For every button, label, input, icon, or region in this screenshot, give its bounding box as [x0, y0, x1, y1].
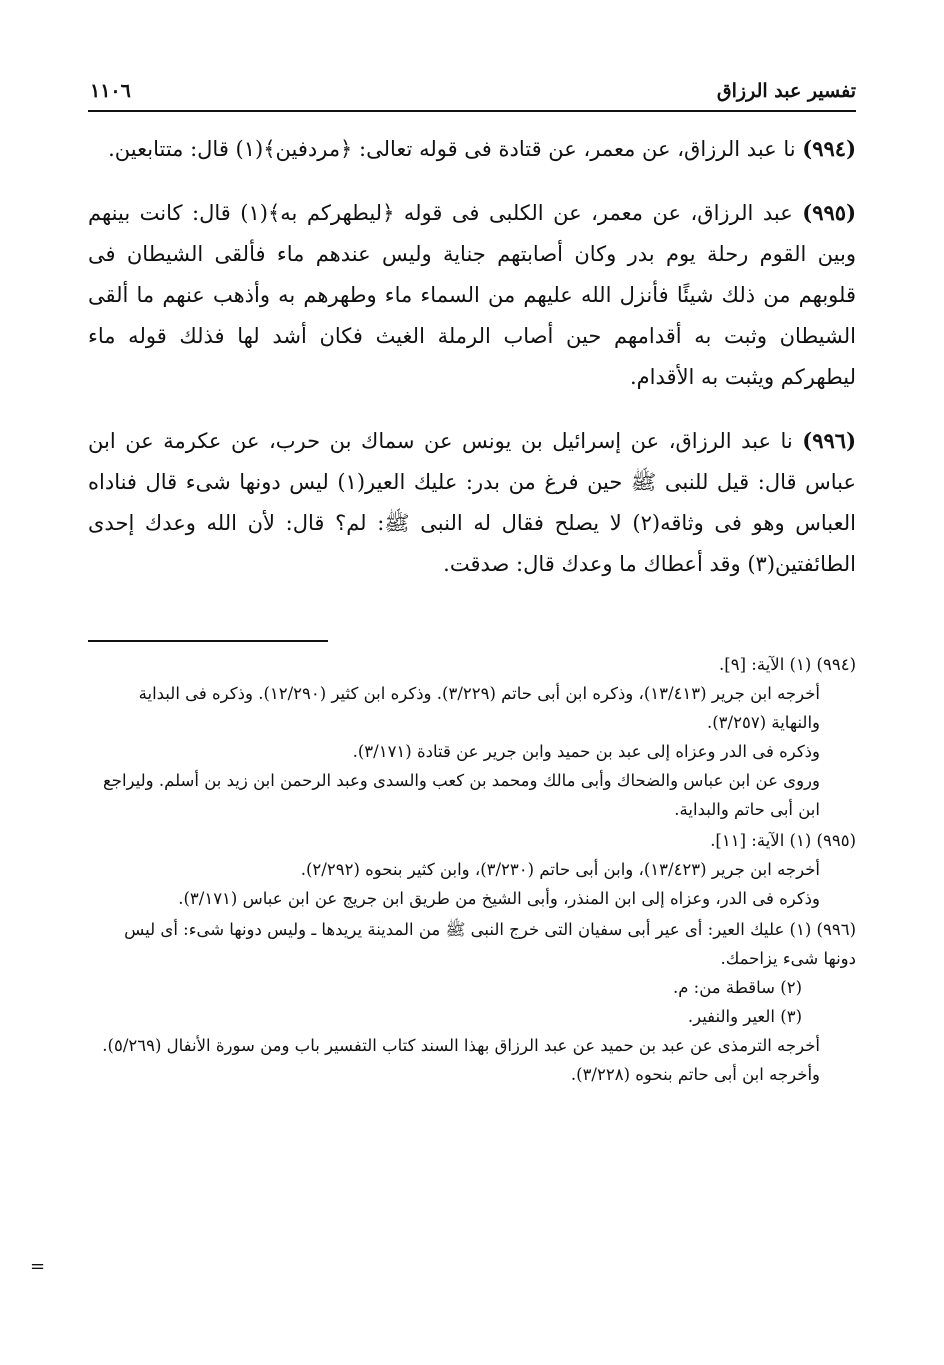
footnote-subnote: (٣) العير والنفير.: [687, 1007, 802, 1026]
page-number: ١١٠٦: [90, 80, 131, 102]
footnote-line: أخرجه الترمذى عن عبد بن حميد عن عبد الرزاق بهذا السند كتاب التفسير باب ومن سورة الأنفال (٥/٢٦٩).: [102, 1036, 820, 1055]
footnote-head: (٩٩٥) (١) الآية: [١١].: [710, 831, 856, 850]
footnote-line: وذكره فى الدر، وعزاه إلى ابن المنذر، وأبى الشيخ من طريق ابن جريج عن ابن عباس (٣/١٧١).: [178, 889, 820, 908]
paragraph-995: [88, 192, 856, 398]
hadith-number: (٩٩٦): [802, 428, 856, 453]
paragraph-text: عبد الرزاق، عن معمر، عن الكلبى فى قوله ﴿ليطهركم به﴾(١) قال: كانت بينهم وبين القوم رحلة يوم بدر وكان أصابتهم جناية وليس عندهم ماء فألقى الشيطان فى قلوبهم من ذلك شيئًا فأنزل الله عليهم من السماء ماء وطهرهم به وأذهب عنهم ما ألقى الشيطان وثبت به أقدامهم حين أصاب الرملة الغيث فكان أشد لها فذلك قوله ماء ليطهركم ويثبت به الأقدام.: [88, 201, 857, 389]
footnote-line: وذكره فى الدر وعزاه إلى عبد بن حميد وابن جرير عن قتادة (٣/١٧١).: [352, 742, 820, 761]
footnote-head: (٩٩٦) (١) عليك العير: أى عير أبى سفيان التى خرج النبى ﷺ من المدينة يريدها ـ وليس دونها شىء: أى ليس دونها شىء يزاحمك.: [124, 920, 856, 968]
paragraph-text: نا عبد الرزاق، عن معمر، عن قتادة فى قوله تعالى: ﴿مردفين﴾(١) قال: متتابعين.: [108, 137, 803, 161]
footnote-line: وروى عن ابن عباس والضحاك وأبى مالك ومحمد بن كعب والسدى وعبد الرحمن ابن زيد بن أسلم. وليراجع ابن أبى حاتم والبداية.: [102, 771, 820, 819]
continuation-mark: =: [30, 1256, 46, 1277]
paragraph-996: [88, 420, 856, 585]
footnote-head: (٩٩٤) (١) الآية: [٩].: [719, 655, 856, 674]
footnote-subnote: (٢) ساقطة من: م.: [672, 978, 802, 997]
footnote-group-994: [88, 650, 856, 824]
book-title: تفسير عبد الرزاق: [716, 80, 856, 102]
page-header: [88, 72, 856, 112]
header-divider: [88, 110, 856, 112]
footnote-line: وأخرجه ابن أبى حاتم بنحوه (٣/٢٢٨).: [570, 1065, 820, 1084]
paragraph-994: [88, 128, 856, 170]
document-page: [88, 0, 856, 1365]
paragraph-text: نا عبد الرزاق، عن إسرائيل بن يونس عن سماك بن حرب، عن عكرمة عن ابن عباس قال: قيل للنبى ﷺ حين فرغ من بدر: عليك العير(١) ليس دونها شىء قال فناداه العباس وهو فى وثاقه(٢) لا يصلح فقال له النبى ﷺ: لم؟ قال: لأن الله وعدك إحدى الطائفتين(٣) وقد أعطاك ما وعدك قال: صدقت.: [88, 429, 856, 576]
footnotes: [88, 650, 856, 1091]
footnote-group-995: [88, 826, 856, 913]
footnote-line: أخرجه ابن جرير (١٣/٤١٣)، وذكره ابن أبى حاتم (٣/٢٢٩). وذكره ابن كثير (١٢/٢٩٠). وذكره فى البداية والنهاية (٣/٢٥٧).: [138, 684, 820, 732]
hadith-number: (٩٩٤): [802, 136, 856, 161]
main-text: [88, 128, 856, 607]
footnote-line: أخرجه ابن جرير (١٣/٤٢٣)، وابن أبى حاتم (٣/٢٣٠)، وابن كثير بنحوه (٢/٢٩٢).: [300, 860, 820, 879]
hadith-number: (٩٩٥): [802, 200, 856, 225]
footnote-divider: [88, 640, 328, 642]
footnote-group-996: [88, 915, 856, 1089]
